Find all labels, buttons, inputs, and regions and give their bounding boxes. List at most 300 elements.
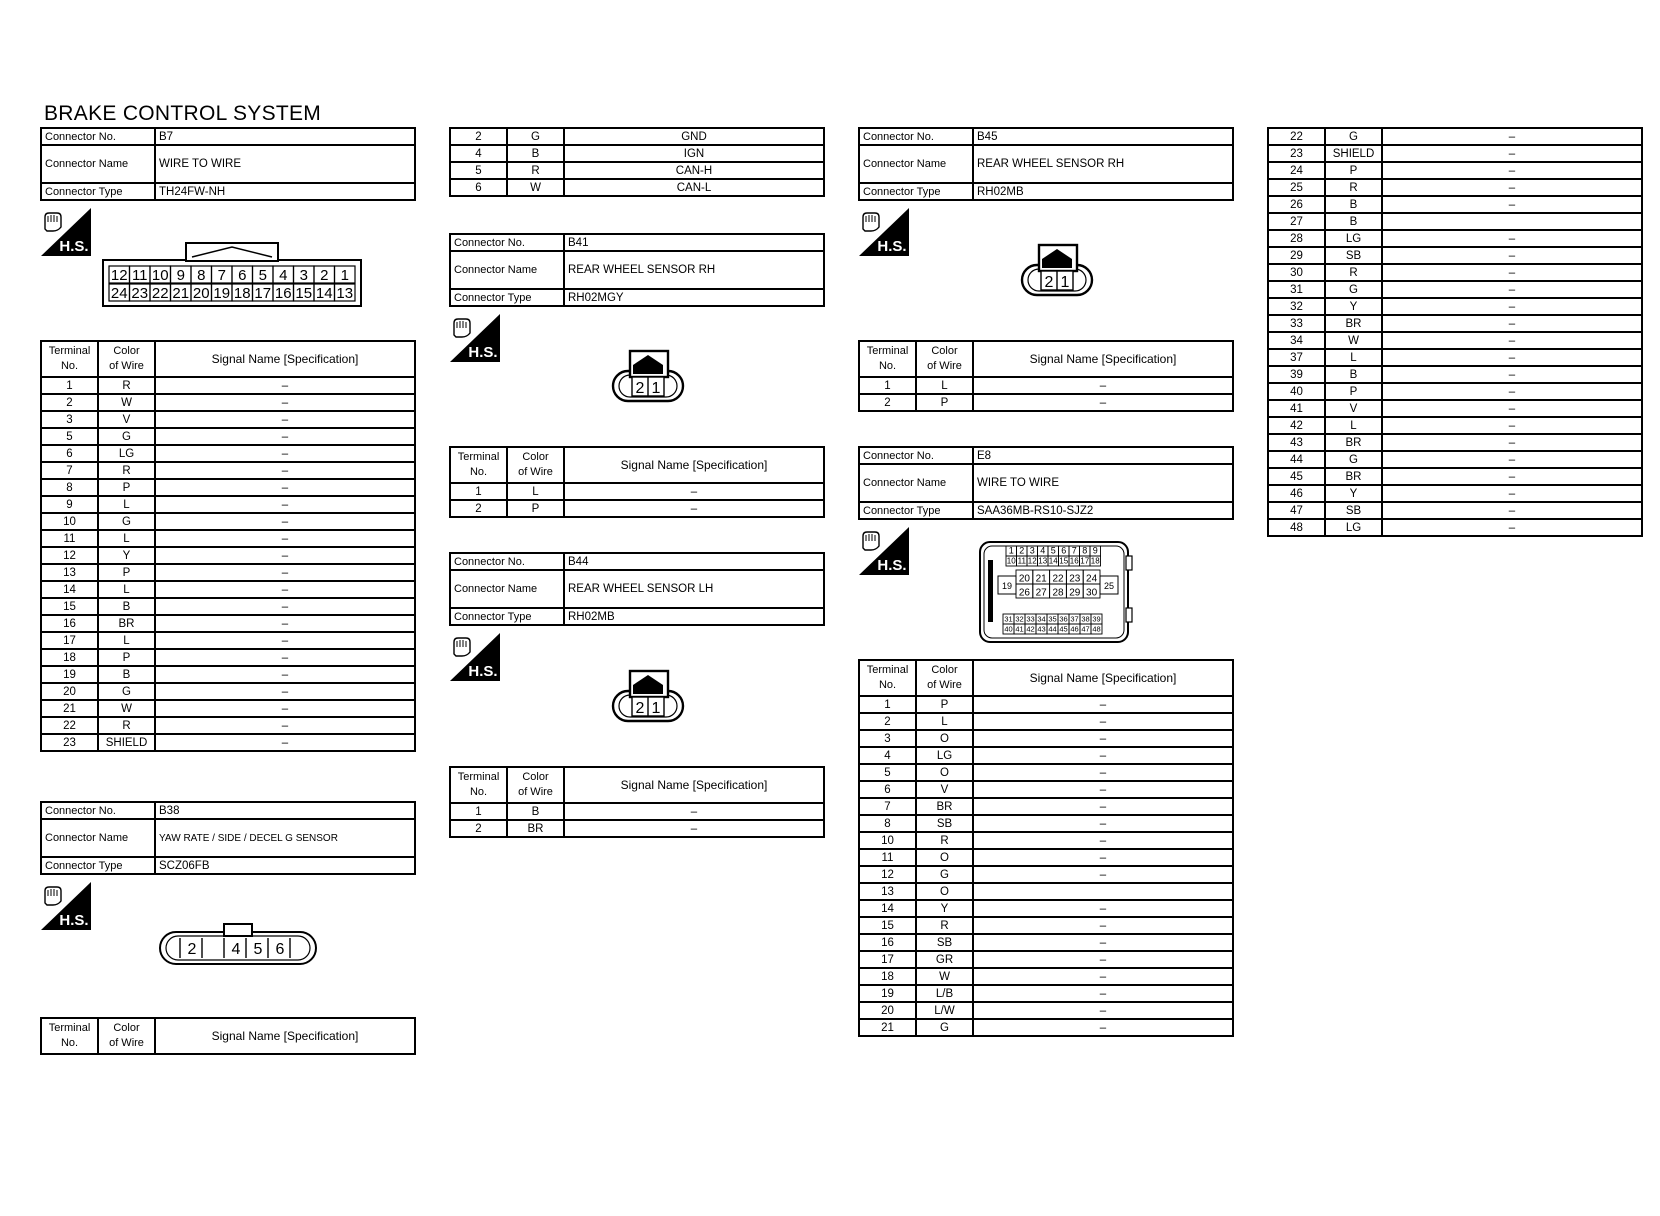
table-row bbox=[859, 985, 1233, 1002]
table-row bbox=[41, 581, 415, 598]
pin-label: 7 bbox=[217, 267, 226, 284]
table-row bbox=[859, 866, 1233, 883]
terminal-cell: 24 bbox=[1268, 162, 1325, 179]
pin-label: 29 bbox=[1069, 587, 1081, 599]
terminal-cell: 29 bbox=[1268, 247, 1325, 264]
terminal-cell: 23 bbox=[41, 734, 98, 751]
b41-2pin-face bbox=[611, 347, 687, 407]
pin-label: 22 bbox=[1052, 573, 1064, 585]
signal-cell: – bbox=[155, 496, 415, 513]
hand-icon bbox=[863, 532, 879, 550]
wire-color-cell: B bbox=[1325, 196, 1382, 213]
wire-color-cell: G bbox=[98, 683, 155, 700]
wire-color-cell: V bbox=[1325, 400, 1382, 417]
hs-icon-graphic bbox=[858, 526, 910, 576]
wire-color-cell: G bbox=[1325, 451, 1382, 468]
pin-label: 17 bbox=[254, 285, 272, 302]
table-row bbox=[41, 598, 415, 615]
wire-color-cell: L bbox=[507, 483, 564, 500]
signal-cell: – bbox=[155, 581, 415, 598]
pin-label: 3 bbox=[299, 267, 308, 284]
hs-label: H.S. bbox=[468, 344, 498, 361]
signal-cell: – bbox=[973, 798, 1233, 815]
terminal-header: Terminal No. bbox=[41, 341, 98, 377]
connector-no-value: B45 bbox=[973, 128, 1233, 145]
pin-label: 2 bbox=[320, 267, 329, 284]
terminal-cell: 10 bbox=[859, 832, 916, 849]
pin-label: 21 bbox=[172, 285, 190, 302]
wire-color-cell: B bbox=[507, 145, 564, 162]
connector-name-value: REAR WHEEL SENSOR LH bbox=[564, 570, 824, 608]
terminal-cell: 18 bbox=[859, 968, 916, 985]
wire-color-cell: B bbox=[1325, 366, 1382, 383]
connector-b45-terminal-table bbox=[858, 340, 1234, 412]
signal-cell: CAN-L bbox=[564, 179, 824, 196]
signal-cell: – bbox=[155, 700, 415, 717]
signal-cell: – bbox=[155, 717, 415, 734]
terminal-cell: 30 bbox=[1268, 264, 1325, 281]
connector-type-value: RH02MGY bbox=[564, 289, 824, 306]
connector-type-value: SAA36MB-RS10-SJZ2 bbox=[973, 502, 1233, 519]
pin-label: 2 bbox=[187, 941, 197, 958]
pin-label: 6 bbox=[1061, 545, 1067, 556]
pin-label: 4 bbox=[279, 267, 288, 284]
wire-color-cell: G bbox=[1325, 281, 1382, 298]
connector-name-value: REAR WHEEL SENSOR RH bbox=[973, 145, 1233, 183]
table-row bbox=[859, 951, 1233, 968]
color-header: Color of Wire bbox=[98, 341, 155, 377]
terminal-cell: 1 bbox=[450, 803, 507, 820]
pin-label: 15 bbox=[295, 285, 313, 302]
signal-cell: – bbox=[973, 832, 1233, 849]
table-row bbox=[859, 696, 1233, 713]
pin-label: 24 bbox=[110, 285, 128, 302]
connector-name-label: Connector Name bbox=[859, 145, 973, 183]
connector-no-label: Connector No. bbox=[859, 128, 973, 145]
wire-color-cell: L/B bbox=[916, 985, 973, 1002]
table-row bbox=[1268, 400, 1642, 417]
wire-color-cell: L bbox=[98, 530, 155, 547]
signal-cell: – bbox=[973, 968, 1233, 985]
table-row bbox=[859, 832, 1233, 849]
terminal-cell: 18 bbox=[41, 649, 98, 666]
table-row bbox=[41, 700, 415, 717]
signal-cell: IGN bbox=[564, 145, 824, 162]
signal-cell: – bbox=[1382, 162, 1642, 179]
table-row bbox=[450, 128, 824, 145]
pin-label: 14 bbox=[315, 285, 333, 302]
terminal-cell: 3 bbox=[41, 411, 98, 428]
table-row bbox=[41, 683, 415, 700]
terminal-cell: 6 bbox=[859, 781, 916, 798]
connector-b41-info bbox=[449, 233, 825, 307]
signal-cell: – bbox=[973, 917, 1233, 934]
table-row bbox=[859, 781, 1233, 798]
harness-side-icon bbox=[40, 881, 92, 931]
terminal-cell: 42 bbox=[1268, 417, 1325, 434]
table-row bbox=[450, 483, 824, 500]
table-row bbox=[859, 934, 1233, 951]
table-row bbox=[41, 717, 415, 734]
table-row bbox=[859, 849, 1233, 866]
signal-cell: – bbox=[155, 479, 415, 496]
table-row bbox=[1268, 349, 1642, 366]
table-row bbox=[41, 666, 415, 683]
table-row bbox=[859, 764, 1233, 781]
signal-cell: – bbox=[973, 1002, 1233, 1019]
pin-label: 17 bbox=[1080, 556, 1090, 566]
terminal-cell: 2 bbox=[859, 713, 916, 730]
signal-cell: – bbox=[1382, 179, 1642, 196]
terminal-cell: 22 bbox=[41, 717, 98, 734]
terminal-cell: 1 bbox=[859, 696, 916, 713]
table-row bbox=[41, 564, 415, 581]
signal-cell: – bbox=[973, 713, 1233, 730]
signal-cell: – bbox=[973, 394, 1233, 411]
terminal-cell: 2 bbox=[859, 394, 916, 411]
terminal-cell: 13 bbox=[41, 564, 98, 581]
wire-color-cell: L/W bbox=[916, 1002, 973, 1019]
signal-cell: – bbox=[155, 632, 415, 649]
table-row bbox=[859, 747, 1233, 764]
hand-icon bbox=[454, 638, 470, 656]
connector-e8-terminal-table bbox=[858, 659, 1234, 1037]
wire-color-cell: P bbox=[1325, 383, 1382, 400]
connector-type-label: Connector Type bbox=[859, 183, 973, 200]
signal-cell: – bbox=[973, 781, 1233, 798]
connector-e8-terminal-table-continued bbox=[1267, 127, 1643, 537]
pin-label: 30 bbox=[1086, 587, 1098, 599]
color-header: Color of Wire bbox=[916, 341, 973, 377]
hand-icon bbox=[45, 213, 61, 231]
wire-color-cell: BR bbox=[1325, 468, 1382, 485]
hs-icon-graphic bbox=[40, 207, 92, 257]
terminal-cell: 39 bbox=[1268, 366, 1325, 383]
pin-label: 32 bbox=[1015, 614, 1024, 624]
wire-color-cell: BR bbox=[507, 820, 564, 837]
wire-color-cell: SHIELD bbox=[98, 734, 155, 751]
pin-label: 21 bbox=[1035, 573, 1047, 585]
signal-cell: – bbox=[973, 377, 1233, 394]
connector-b45-info bbox=[858, 127, 1234, 201]
pin-label: 34 bbox=[1037, 614, 1046, 624]
table-row bbox=[450, 500, 824, 517]
table-row bbox=[450, 145, 824, 162]
signal-cell: – bbox=[1382, 502, 1642, 519]
terminal-header: Terminal No. bbox=[41, 1018, 98, 1054]
hand-icon bbox=[454, 319, 470, 337]
wire-color-cell: R bbox=[98, 717, 155, 734]
pin-label: 42 bbox=[1026, 624, 1035, 634]
connector-b7-terminal-table bbox=[40, 340, 416, 752]
terminal-cell: 17 bbox=[859, 951, 916, 968]
signal-cell: – bbox=[1382, 196, 1642, 213]
harness-side-icon bbox=[858, 207, 910, 257]
table-row bbox=[1268, 383, 1642, 400]
pin-label: 43 bbox=[1037, 624, 1046, 634]
signal-cell: – bbox=[155, 615, 415, 632]
wire-color-cell: P bbox=[98, 479, 155, 496]
pin-label: 18 bbox=[1090, 556, 1100, 566]
terminal-cell: 1 bbox=[450, 483, 507, 500]
terminal-cell: 19 bbox=[41, 666, 98, 683]
pin-label: 22 bbox=[151, 285, 169, 302]
wire-color-cell: V bbox=[916, 781, 973, 798]
connector-type-label: Connector Type bbox=[41, 183, 155, 200]
wire-color-cell: BR bbox=[1325, 434, 1382, 451]
hand-icon bbox=[45, 887, 61, 905]
table-row bbox=[41, 394, 415, 411]
table-row bbox=[859, 394, 1233, 411]
connector-b44-terminal-table bbox=[449, 766, 825, 838]
b45-2pin-face bbox=[1020, 241, 1096, 301]
wire-color-cell: O bbox=[916, 764, 973, 781]
table-row bbox=[41, 615, 415, 632]
terminal-cell: 5 bbox=[859, 764, 916, 781]
signal-cell: – bbox=[1382, 315, 1642, 332]
pin-label: 38 bbox=[1081, 614, 1090, 624]
terminal-cell: 22 bbox=[1268, 128, 1325, 145]
table-row bbox=[41, 530, 415, 547]
terminal-cell: 14 bbox=[859, 900, 916, 917]
terminal-cell: 48 bbox=[1268, 519, 1325, 536]
terminal-cell: 5 bbox=[450, 162, 507, 179]
signal-cell: – bbox=[155, 530, 415, 547]
wire-color-cell: R bbox=[1325, 264, 1382, 281]
signal-cell: – bbox=[155, 394, 415, 411]
signal-cell: – bbox=[1382, 451, 1642, 468]
terminal-cell: 11 bbox=[859, 849, 916, 866]
pin-label: 37 bbox=[1070, 614, 1079, 624]
terminal-cell: 2 bbox=[450, 128, 507, 145]
wire-color-cell: LG bbox=[98, 445, 155, 462]
wire-color-cell: W bbox=[1325, 332, 1382, 349]
pin-label: 41 bbox=[1015, 624, 1024, 634]
connector-no-label: Connector No. bbox=[450, 234, 564, 251]
signal-cell: – bbox=[564, 483, 824, 500]
connector-no-label: Connector No. bbox=[859, 447, 973, 464]
connector-no-label: Connector No. bbox=[450, 553, 564, 570]
pin-label: 16 bbox=[1069, 556, 1079, 566]
connector-b38-terminal-table bbox=[40, 1017, 416, 1055]
terminal-cell: 12 bbox=[41, 547, 98, 564]
wire-color-cell: L bbox=[916, 713, 973, 730]
pin-label: 1 bbox=[651, 700, 661, 717]
connector-type-label: Connector Type bbox=[859, 502, 973, 519]
wire-color-cell: R bbox=[507, 162, 564, 179]
wire-color-cell: B bbox=[98, 666, 155, 683]
table-row bbox=[41, 649, 415, 666]
connector-b38-face bbox=[158, 921, 322, 978]
signal-cell: – bbox=[155, 598, 415, 615]
pin-label: 33 bbox=[1026, 614, 1035, 624]
signal-cell: – bbox=[973, 747, 1233, 764]
terminal-cell: 20 bbox=[41, 683, 98, 700]
connector-b44-face bbox=[611, 667, 687, 732]
table-row bbox=[41, 513, 415, 530]
wire-color-cell: Y bbox=[1325, 298, 1382, 315]
signal-header: Signal Name [Specification] bbox=[973, 341, 1233, 377]
pin-label: 20 bbox=[192, 285, 210, 302]
pin-label: 12 bbox=[110, 267, 128, 284]
pin-label: 2 bbox=[635, 700, 645, 717]
wire-color-cell: V bbox=[98, 411, 155, 428]
wire-color-cell: O bbox=[916, 883, 973, 900]
signal-cell: – bbox=[1382, 230, 1642, 247]
signal-cell: – bbox=[1382, 349, 1642, 366]
terminal-cell: 6 bbox=[450, 179, 507, 196]
pin-label: 18 bbox=[233, 285, 251, 302]
terminal-header: Terminal No. bbox=[859, 660, 916, 696]
connector-type-label: Connector Type bbox=[450, 608, 564, 625]
terminal-cell: 25 bbox=[1268, 179, 1325, 196]
pin-label: 31 bbox=[1004, 614, 1013, 624]
pin-label: 5 bbox=[1050, 545, 1056, 556]
pin-label: 26 bbox=[1018, 587, 1030, 599]
pin-label: 25 bbox=[1103, 581, 1115, 591]
wire-color-cell: L bbox=[98, 581, 155, 598]
pin-label: 12 bbox=[1027, 556, 1037, 566]
terminal-cell: 1 bbox=[41, 377, 98, 394]
pin-label: 11 bbox=[131, 267, 148, 284]
terminal-cell: 12 bbox=[859, 866, 916, 883]
signal-cell: – bbox=[973, 1019, 1233, 1036]
pin-label: 2 bbox=[635, 380, 645, 397]
pin-label: 27 bbox=[1035, 587, 1047, 599]
table-row bbox=[1268, 162, 1642, 179]
terminal-cell: 17 bbox=[41, 632, 98, 649]
table-row bbox=[41, 734, 415, 751]
connector-b7-face bbox=[102, 233, 374, 324]
terminal-cell: 2 bbox=[41, 394, 98, 411]
table-row bbox=[41, 496, 415, 513]
table-row bbox=[41, 632, 415, 649]
table-row bbox=[1268, 332, 1642, 349]
terminal-cell: 28 bbox=[1268, 230, 1325, 247]
connector-type-label: Connector Type bbox=[450, 289, 564, 306]
table-row bbox=[1268, 179, 1642, 196]
pin-label: 47 bbox=[1081, 624, 1090, 634]
wire-color-cell: R bbox=[98, 462, 155, 479]
pin-label: 9 bbox=[1092, 545, 1098, 556]
pin-label: 1 bbox=[1060, 274, 1070, 291]
signal-cell: – bbox=[973, 951, 1233, 968]
signal-cell: – bbox=[1382, 366, 1642, 383]
pin-label: 20 bbox=[1018, 573, 1030, 585]
signal-cell: – bbox=[155, 411, 415, 428]
wire-color-cell: Y bbox=[1325, 485, 1382, 502]
pin-label: 13 bbox=[336, 285, 354, 302]
wire-color-cell: P bbox=[98, 649, 155, 666]
signal-header: Signal Name [Specification] bbox=[564, 767, 824, 803]
pin-label: 15 bbox=[1059, 556, 1069, 566]
connector-no-value: B7 bbox=[155, 128, 415, 145]
terminal-cell: 21 bbox=[41, 700, 98, 717]
table-row bbox=[1268, 264, 1642, 281]
connector-no-label: Connector No. bbox=[41, 128, 155, 145]
table-row bbox=[1268, 485, 1642, 502]
connector-name-value: REAR WHEEL SENSOR RH bbox=[564, 251, 824, 289]
wire-color-cell: GR bbox=[916, 951, 973, 968]
terminal-cell: 15 bbox=[859, 917, 916, 934]
pin-label: 23 bbox=[1069, 573, 1081, 585]
signal-cell: – bbox=[155, 564, 415, 581]
terminal-cell: 15 bbox=[41, 598, 98, 615]
wire-color-cell: P bbox=[507, 500, 564, 517]
wire-color-cell: W bbox=[98, 394, 155, 411]
wire-color-cell: Y bbox=[98, 547, 155, 564]
pin-label: 10 bbox=[1006, 556, 1016, 566]
pin-label: 1 bbox=[1008, 545, 1014, 556]
signal-cell: – bbox=[155, 513, 415, 530]
terminal-cell: 40 bbox=[1268, 383, 1325, 400]
wire-color-cell: L bbox=[1325, 417, 1382, 434]
signal-cell: – bbox=[1382, 247, 1642, 264]
terminal-cell: 43 bbox=[1268, 434, 1325, 451]
table-row bbox=[450, 162, 824, 179]
table-row bbox=[1268, 502, 1642, 519]
table-row bbox=[41, 377, 415, 394]
pin-label: 6 bbox=[275, 941, 285, 958]
hs-icon-graphic bbox=[449, 313, 501, 363]
wire-color-cell: P bbox=[98, 564, 155, 581]
connector-type-value: TH24FW-NH bbox=[155, 183, 415, 200]
pin-label: 24 bbox=[1086, 573, 1098, 585]
signal-cell: – bbox=[1382, 468, 1642, 485]
pin-label: 8 bbox=[197, 267, 206, 284]
page-title: BRAKE CONTROL SYSTEM bbox=[44, 102, 322, 125]
pin-label: 13 bbox=[1038, 556, 1048, 566]
signal-header: Signal Name [Specification] bbox=[155, 341, 415, 377]
color-header: Color of Wire bbox=[507, 767, 564, 803]
wire-color-cell: G bbox=[507, 128, 564, 145]
terminal-cell: 6 bbox=[41, 445, 98, 462]
terminal-cell: 10 bbox=[41, 513, 98, 530]
terminal-cell: 31 bbox=[1268, 281, 1325, 298]
connector-b45-face bbox=[1020, 241, 1096, 306]
signal-cell: – bbox=[973, 849, 1233, 866]
wire-color-cell: G bbox=[916, 866, 973, 883]
connector-type-value: SCZ06FB bbox=[155, 857, 415, 874]
pin-label: 8 bbox=[1082, 545, 1088, 556]
table-row bbox=[41, 411, 415, 428]
table-row bbox=[859, 900, 1233, 917]
signal-header: Signal Name [Specification] bbox=[155, 1018, 415, 1054]
wire-color-cell: R bbox=[916, 832, 973, 849]
connector-type-label: Connector Type bbox=[41, 857, 155, 874]
connector-name-label: Connector Name bbox=[450, 251, 564, 289]
signal-cell: – bbox=[1382, 400, 1642, 417]
table-row bbox=[1268, 366, 1642, 383]
table-row bbox=[41, 462, 415, 479]
terminal-cell: 3 bbox=[859, 730, 916, 747]
table-row bbox=[859, 917, 1233, 934]
signal-cell: – bbox=[1382, 128, 1642, 145]
pin-label: 4 bbox=[231, 941, 241, 958]
hs-label: H.S. bbox=[877, 238, 907, 255]
table-row bbox=[859, 377, 1233, 394]
connector-b44-info bbox=[449, 552, 825, 626]
wire-color-cell: P bbox=[916, 394, 973, 411]
pin-label: 36 bbox=[1059, 614, 1068, 624]
wire-color-cell: G bbox=[98, 428, 155, 445]
table-row bbox=[1268, 213, 1642, 230]
table-row bbox=[1268, 281, 1642, 298]
terminal-cell: 1 bbox=[859, 377, 916, 394]
wire-color-cell: B bbox=[98, 598, 155, 615]
connector-e8-info bbox=[858, 446, 1234, 520]
signal-cell: – bbox=[564, 803, 824, 820]
